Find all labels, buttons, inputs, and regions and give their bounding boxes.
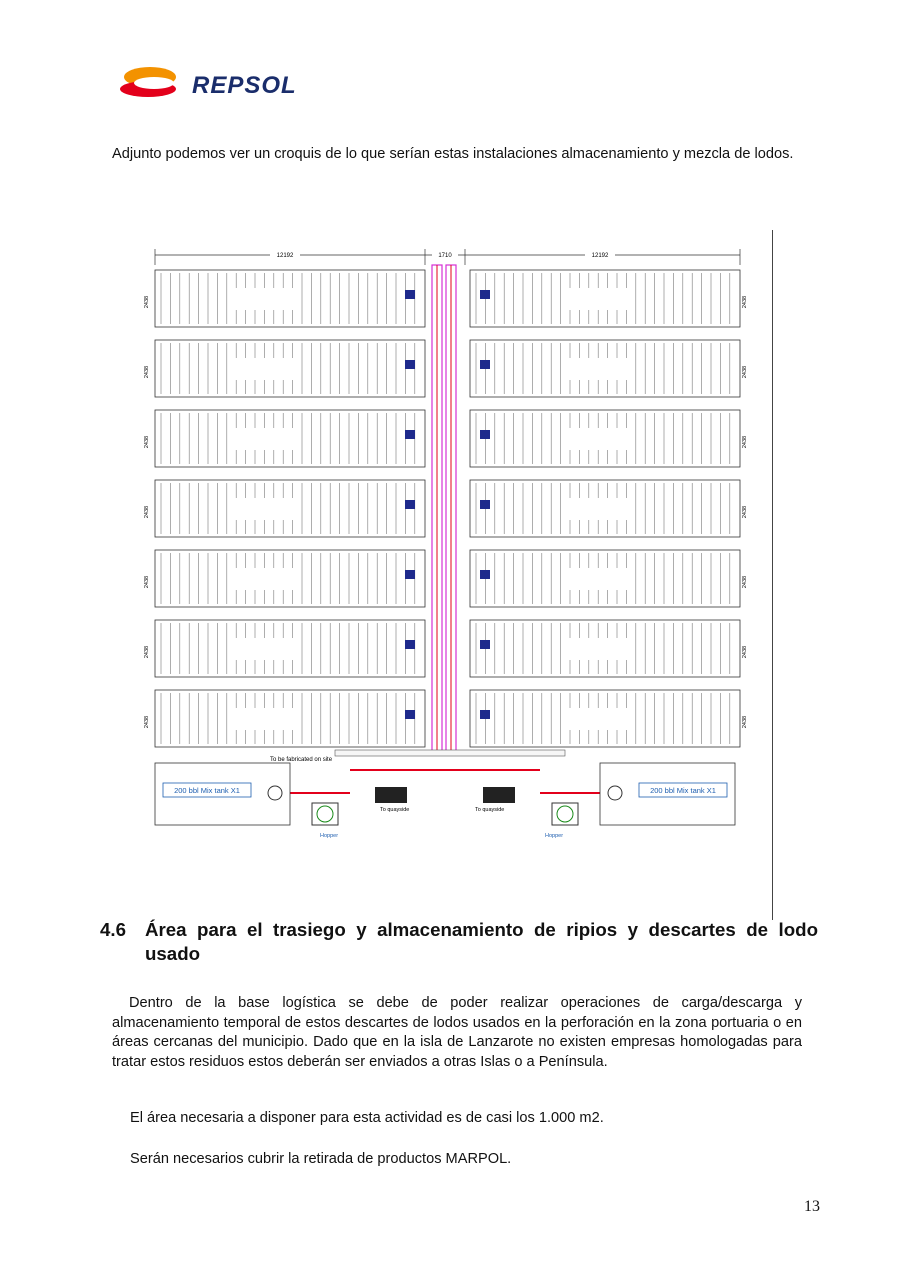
logo-wordmark: REPSOL xyxy=(192,72,297,99)
valve-icon xyxy=(480,290,490,299)
valve-icon xyxy=(405,360,415,369)
valve-icon xyxy=(480,360,490,369)
vertical-rule xyxy=(772,230,773,920)
to-quayside-right: To quayside xyxy=(475,807,505,813)
valve-icon xyxy=(405,430,415,439)
tank-height-dim: 2438 xyxy=(742,715,748,729)
valve-icon xyxy=(480,710,490,719)
valve-icon xyxy=(405,640,415,649)
repsol-logo xyxy=(118,64,318,104)
section-title: Área para el trasiego y almacenamiento de ripios y descartes de lodo usado xyxy=(145,919,818,964)
dim-right-label: 12192 xyxy=(591,253,609,259)
tank-height-dim: 2438 xyxy=(144,505,150,519)
section-number: 4.6 xyxy=(100,919,126,940)
tank-height-dim: 2438 xyxy=(742,575,748,589)
tank-height-dim: 2438 xyxy=(742,365,748,379)
intro-paragraph: Adjunto podemos ver un croquis de lo que serían estas instalaciones almacenamiento y mezcla de lodos. xyxy=(112,146,794,162)
engineering-drawing xyxy=(120,225,780,915)
valve-icon xyxy=(480,430,490,439)
valve-icon xyxy=(405,570,415,579)
repsol-flame-icon xyxy=(118,64,188,104)
body-paragraph-2: El área necesaria a disponer para esta actividad es de casi los 1.000 m2. xyxy=(130,1110,604,1126)
hopper-left: Hopper xyxy=(320,833,339,839)
mix-tank-right-label: 200 bbl Mix tank X1 xyxy=(650,786,716,795)
tank-height-dim: 2438 xyxy=(742,645,748,659)
valve-icon xyxy=(480,570,490,579)
tank-height-dim: 2438 xyxy=(144,715,150,729)
body-paragraph-1: Dentro de la base logística se debe de poder realizar operaciones de carga/descarga y almacenamiento temporal de estos descartes de lodos usados en la perforación en la zona portuaria o en áreas cercanas del municipio. Dado que en la isla de Lanzarote no existen empresas homologadas para tratar estos residuos estos deberán ser enviados a otras Islas o a Península. xyxy=(112,995,802,1070)
tank-height-dim: 2438 xyxy=(742,505,748,519)
to-quayside-left: To quayside xyxy=(380,807,410,813)
tank-height-dim: 2438 xyxy=(144,645,150,659)
tank-height-dim: 2438 xyxy=(144,435,150,449)
dim-center-label: 1710 xyxy=(438,253,452,259)
tank-height-dim: 2438 xyxy=(742,295,748,309)
hopper-right: Hopper xyxy=(545,833,564,839)
body-paragraph-3: Serán necesarios cubrir la retirada de productos MARPOL. xyxy=(130,1151,512,1167)
mix-tank-left-label: 200 bbl Mix tank X1 xyxy=(174,786,240,795)
tank-height-dim: 2438 xyxy=(144,295,150,309)
valve-icon xyxy=(405,500,415,509)
valve-icon xyxy=(480,640,490,649)
tank-layout-diagram xyxy=(120,225,780,915)
dim-left-label: 12192 xyxy=(276,253,294,259)
tank-height-dim: 2438 xyxy=(742,435,748,449)
tank-height-dim: 2438 xyxy=(144,575,150,589)
valve-icon xyxy=(480,500,490,509)
fabricated-note: To be fabricated on site xyxy=(270,757,333,763)
valve-icon xyxy=(405,710,415,719)
valve-icon xyxy=(405,290,415,299)
page-number: 13 xyxy=(804,1198,820,1215)
tank-height-dim: 2438 xyxy=(144,365,150,379)
